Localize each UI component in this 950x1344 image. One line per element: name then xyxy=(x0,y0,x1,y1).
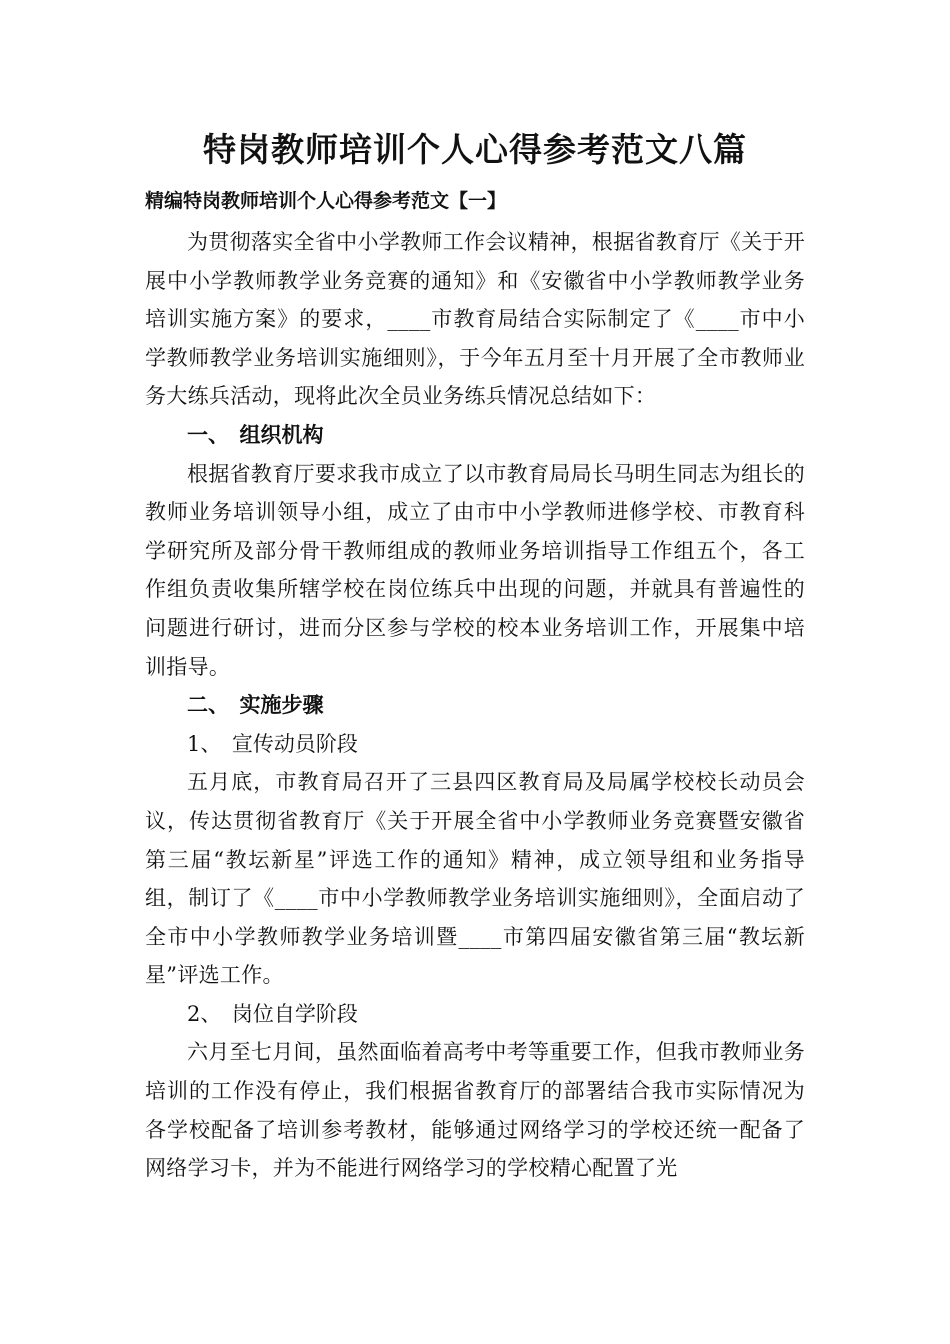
document-title: 特岗教师培训个人心得参考范文八篇 xyxy=(203,130,747,169)
document-body xyxy=(145,223,805,1188)
subheading-mobilization: 1、 宣传动员阶段 xyxy=(187,731,358,756)
paragraph-intro: 为贯彻落实全省中小学教师工作会议精神，根据省教育厅《关于开展中小学教师教学业务竞赛的通知》和《安徽省中小学教师教学业务培训实施方案》的要求，____市教育局结合实际制定了《____市中小学教师教学业务培训实施细则》，于今年五月至十月开展了全市教师业务大练兵活动，现将此次全员业务练兵情况总结如下： xyxy=(145,230,805,409)
heading-steps: 二、 实施步骤 xyxy=(187,693,324,718)
paragraph-organization: 根据省教育厅要求我市成立了以市教育局局长马明生同志为组长的教师业务培训领导小组，成立了由市中小学教师进修学校、市教育科学研究所及部分骨干教师组成的教师业务培训指导工作组五个，各工作组负责收集所辖学校在岗位练兵中出现的问题，并就具有普遍性的问题进行研讨，进而分区参与学校的校本业务培训工作，开展集中培训指导。 xyxy=(145,461,805,679)
paragraph-self-study: 六月至七月间，虽然面临着高考中考等重要工作，但我市教师业务培训的工作没有停止，我们根据省教育厅的部署结合我市实际情况为各学校配备了培训参考教材，能够通过网络学习的学校还统一配备了网络学习卡，并为不能进行网络学习的学校精心配置了光 xyxy=(145,1040,805,1181)
paragraph-mobilization: 五月底，市教育局召开了三县四区教育局及局属学校校长动员会议，传达贯彻省教育厅《关于开展全省中小学教师业务竞赛暨安徽省第三届“教坛新星”评选工作的通知》精神，成立领导组和业务指导组，制订了《____市中小学教师教学业务培训实施细则》，全面启动了全市中小学教师教学业务培训暨____市第四届安徽省第三届“教坛新星”评选工作。 xyxy=(145,770,805,988)
heading-organization: 一、 组织机构 xyxy=(187,422,324,447)
subheading-self-study: 2、 岗位自学阶段 xyxy=(187,1001,358,1026)
section-subtitle: 精编特岗教师培训个人心得参考范文【一】 xyxy=(145,190,507,212)
